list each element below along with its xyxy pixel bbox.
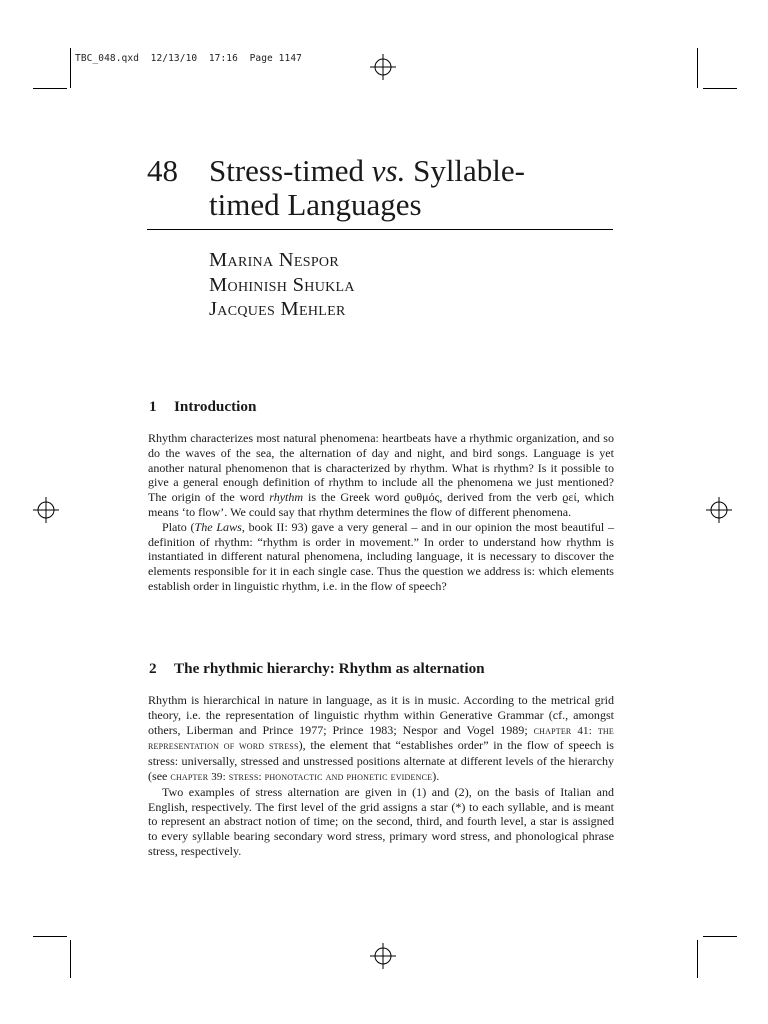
registration-mark-icon	[370, 943, 396, 969]
crop-mark	[70, 940, 71, 978]
author-name: Mohinish Shukla	[209, 273, 355, 296]
chapter-number: 48	[147, 153, 178, 188]
section-heading-introduction: 1 Introduction	[149, 398, 257, 415]
paragraph: Plato (The Laws, book II: 93) gave a very general – and in our opinion the most beautiful – definition of rhythm: “rhythm is order in movement.” In order to understand how rhythm is instantiated in different natural phenomena, including language, it is necessary to discover the elements responsible for it in each single case. Thus the question we address is: which elements establish order in linguistic rhythm, i.e. in the flow of speech?	[148, 519, 614, 593]
crop-mark	[697, 940, 698, 978]
title-rule	[147, 229, 613, 230]
author-list	[209, 248, 355, 322]
author-name: Jacques Mehler	[209, 298, 346, 320]
cross-reference: chapter 41: the representation of word stress	[148, 724, 614, 753]
chapter-title-line-2: timed Languages	[209, 187, 422, 222]
crop-mark	[33, 936, 67, 937]
paragraph: Rhythm characterizes most natural phenomena: heartbeats have a rhythmic organization, and so do the waves of the sea, the alternation of day and night, and bird songs. Language is yet another natural phenomenon that is characterized by rhythm. What is rhythm? Is it possible to give a general enough definition of rhythm to include all the phenomena we just mentioned? The origin of the word rhythm is the Greek word ϱυθμός, derived from the verb ϱεί, which means ‘to flow’. We could say that rhythm determines the flow of different phenomena.	[148, 431, 614, 519]
printer-slug: TBC_048.qxd 12/13/10 17:16 Page 1147	[75, 53, 302, 64]
crop-mark	[703, 936, 737, 937]
section-2-body	[148, 693, 614, 859]
registration-mark-icon	[370, 54, 396, 80]
author-name: Marina Nespor	[209, 249, 339, 271]
chapter-title-line-1: Stress-timed vs. Syllable-	[209, 153, 525, 188]
crop-mark	[703, 88, 737, 89]
crop-mark	[697, 48, 698, 88]
section-1-body	[148, 431, 614, 594]
cross-reference: chapter 39: stress: phonotactic and phonetic evidence	[170, 770, 433, 783]
section-heading-rhythmic-hierarchy: 2 The rhythmic hierarchy: Rhythm as alternation	[149, 660, 485, 677]
crop-mark	[70, 48, 71, 88]
paragraph: Rhythm is hierarchical in nature in language, as it is in music. According to the metrical grid theory, i.e. the representation of linguistic rhythm within Generative Grammar (cf., amongst others, Liberman and Prince 1977; Prince 1983; Nespor and Vogel 1989; chapter 41: the representation of word stress), the element that “establishes order” in the flow of speech is stress: universally, stressed and unstressed positions alternate at different levels of the hierarchy (see chapter 39: stress: phonotactic and phonetic evidence).	[148, 693, 614, 783]
registration-mark-icon	[706, 497, 732, 523]
paragraph: Two examples of stress alternation are given in (1) and (2), on the basis of Italian and English, respectively. The first level of the grid assigns a star (*) to each syllable, and is meant to represent an abstract notion of time; on the second, third, and fourth level, a star is assigned to every syllable bearing secondary word stress, primary word stress, and phonological phrase stress, respectively.	[148, 784, 614, 858]
registration-mark-icon	[33, 497, 59, 523]
crop-mark	[33, 88, 67, 89]
